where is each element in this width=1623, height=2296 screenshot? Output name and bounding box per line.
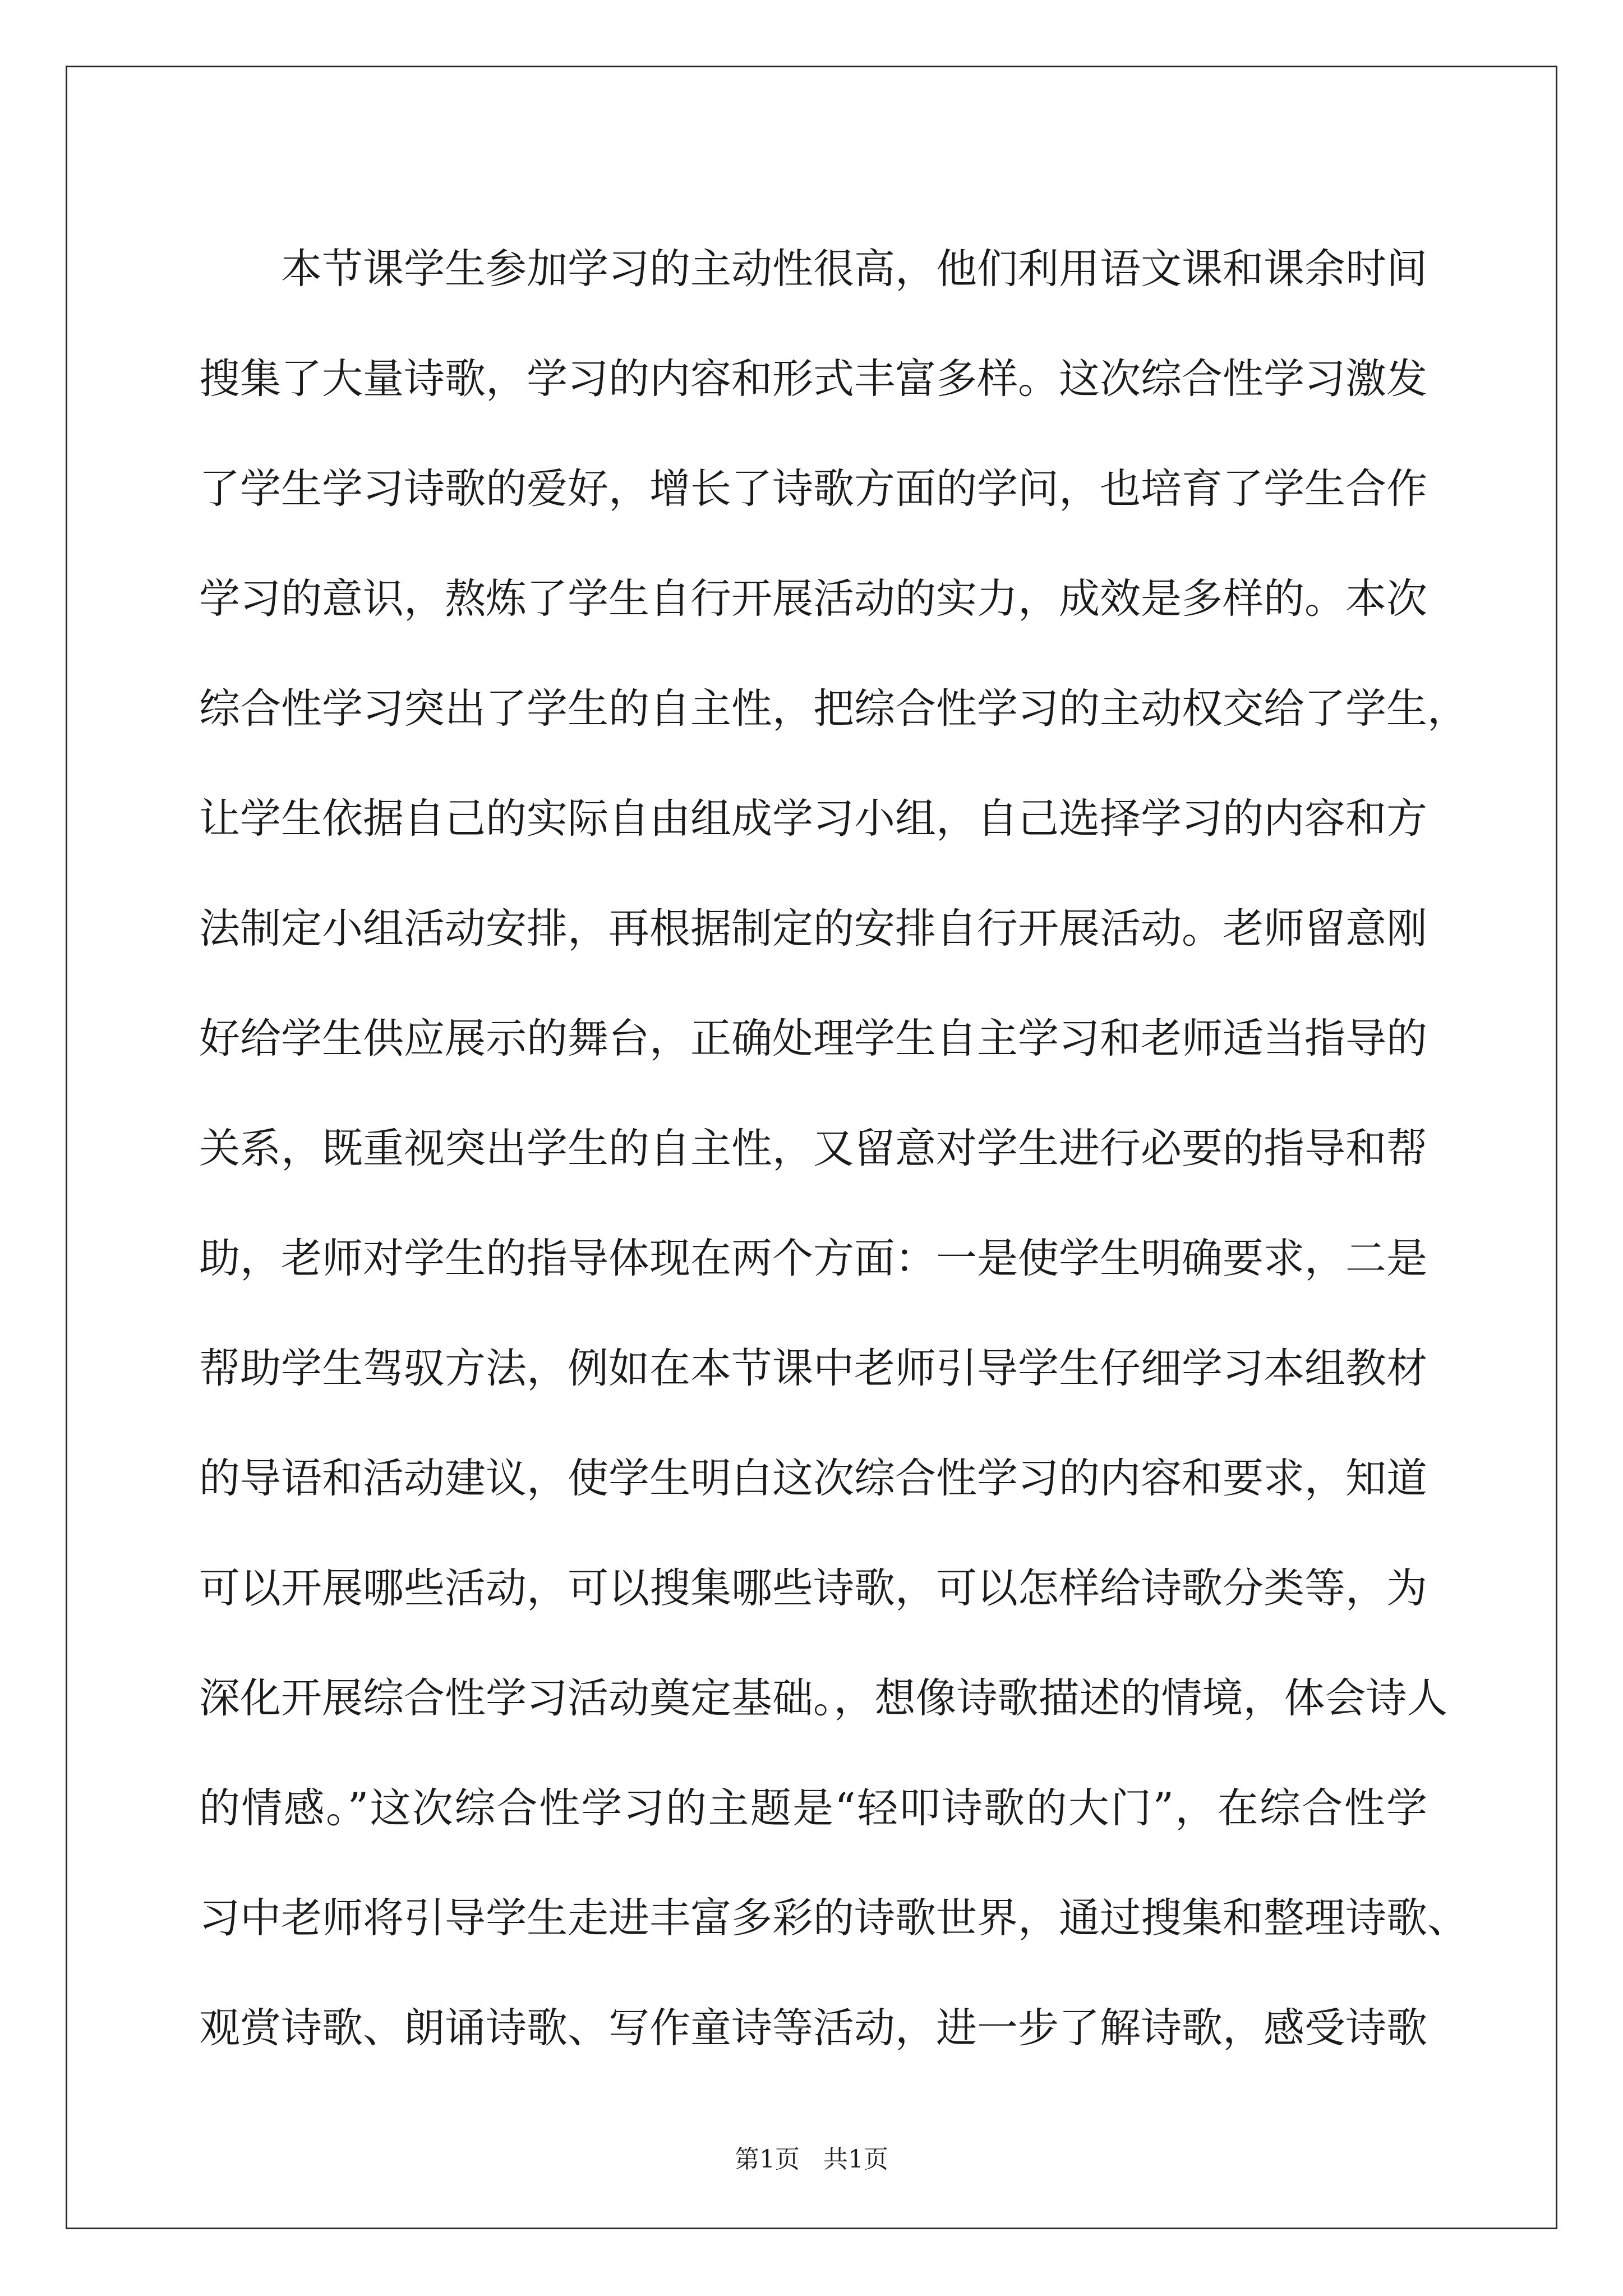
text-line: 习中老师将引导学生走进丰富多彩的诗歌世界，通过搜集和整理诗歌、 [199, 1894, 1468, 1942]
text-line: 学习的意识，熬炼了学生自行开展活动的实力，成效是多样的。本次 [199, 575, 1427, 623]
text-line: 观赏诗歌、朗诵诗歌、写作童诗等活动，进一步了解诗歌，感受诗歌 [199, 2004, 1427, 2052]
text-line: 好给学生供应展示的舞台，正确处理学生自主学习和老师适当指导的 [199, 1015, 1427, 1062]
text-line: 的情感。”这次综合性学习的主题是“轻叩诗歌的大门”，在综合性学 [199, 1784, 1427, 1832]
text-line: 深化开展综合性学习活动奠定基础。，想像诗歌描述的情境，体会诗人 [199, 1674, 1448, 1722]
page-footer: 第1页 共1页 [735, 2145, 888, 2174]
text-line: 搜集了大量诗歌，学习的内容和形式丰富多样。这次综合性学习激发 [199, 355, 1427, 403]
text-line: 帮助学生驾驭方法，例如在本节课中老师引导学生仔细学习本组教材 [199, 1345, 1427, 1392]
text-line: 法制定小组活动安排，再根据制定的安排自行开展活动。老师留意刚 [199, 905, 1427, 953]
text-line: 可以开展哪些活动，可以搜集哪些诗歌，可以怎样给诗歌分类等，为 [199, 1565, 1427, 1612]
text-line: 了学生学习诗歌的爱好，增长了诗歌方面的学问，也培育了学生合作 [199, 465, 1427, 513]
text-line: 关系，既重视突出学生的自主性，又留意对学生进行必要的指导和帮 [199, 1125, 1427, 1172]
text-line: 综合性学习突出了学生的自主性，把综合性学习的主动权交给了学生， [199, 685, 1468, 733]
text-line: 本节课学生参加学习的主动性很高，他们利用语文课和课余时间 [281, 245, 1427, 293]
text-line: 让学生依据自己的实际自由组成学习小组，自己选择学习的内容和方 [199, 795, 1427, 843]
text-line: 助，老师对学生的指导体现在两个方面：一是使学生明确要求，二是 [199, 1235, 1427, 1282]
body-paragraph [199, 214, 1468, 2083]
text-line: 的导语和活动建议，使学生明白这次综合性学习的内容和要求，知道 [199, 1455, 1427, 1502]
